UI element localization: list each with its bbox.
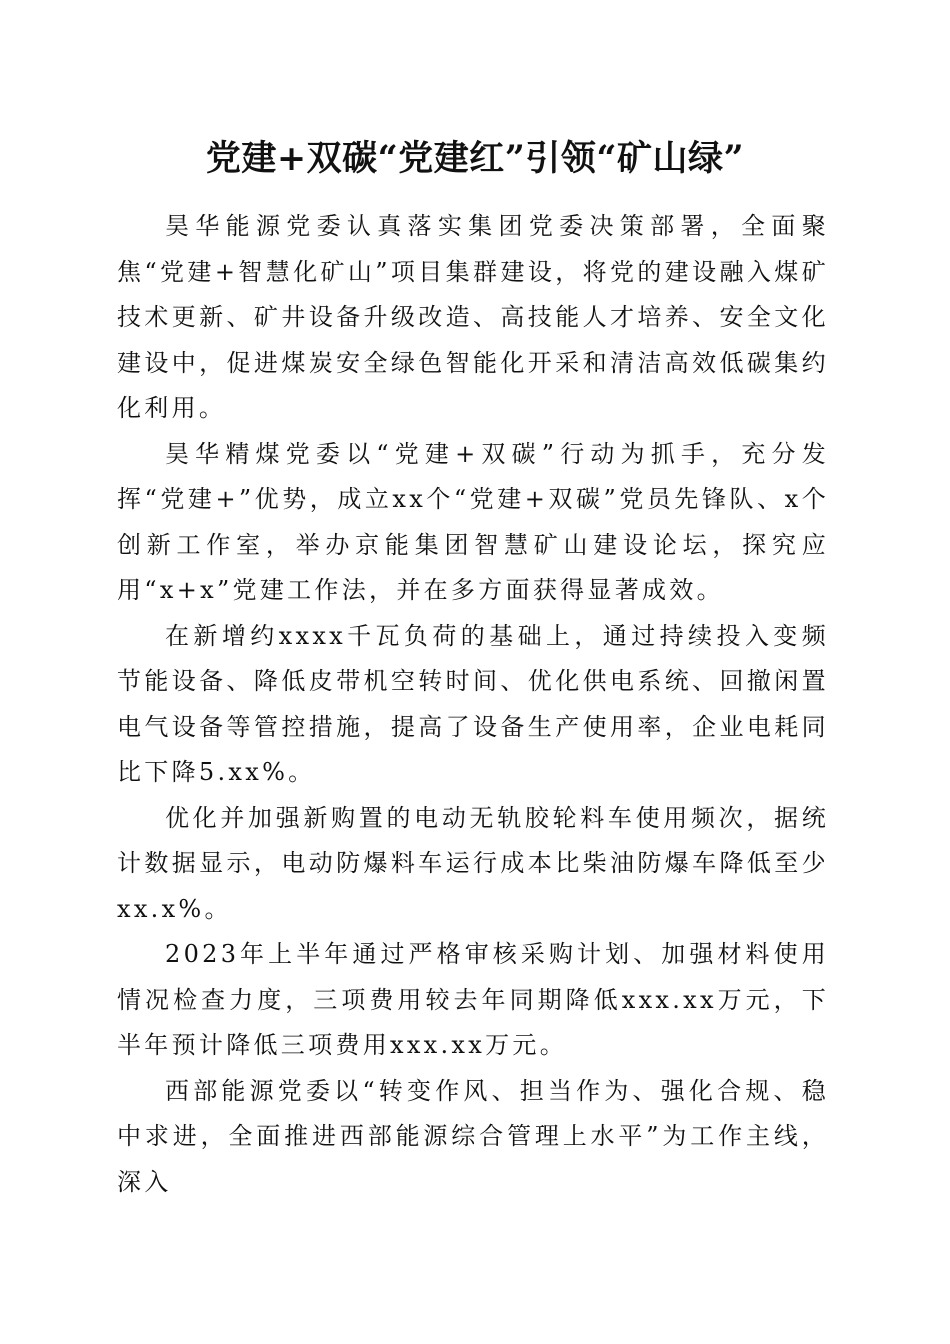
paragraph-4: 优化并加强新购置的电动无轨胶轮料车使用频次，据统计数据显示，电动防爆料车运行成本比柴油防爆车降低至少xx.x%。 bbox=[117, 803, 829, 923]
paragraph-2: 昊华精煤党委以“党建+双碳”行动为抓手，充分发挥“党建+”优势，成立xx个“党建+双碳”党员先锋队、x个创新工作室，举办京能集团智慧矿山建设论坛，探究应用“x+x”党建工作法，并在多方面获得显著成效。 bbox=[117, 439, 829, 604]
paragraph-1: 昊华能源党委认真落实集团党委决策部署，全面聚焦“党建+智慧化矿山”项目集群建设，将党的建设融入煤矿技术更新、矿井设备升级改造、高技能人才培养、安全文化建设中，促进煤炭安全绿色智能化开采和清洁高效低碳集约化利用。 bbox=[117, 212, 829, 422]
document-body bbox=[117, 204, 829, 1205]
paragraph-5: 2023年上半年通过严格审核采购计划、加强材料使用情况检查力度，三项费用较去年同期降低xxx.xx万元，下半年预计降低三项费用xxx.xx万元。 bbox=[117, 940, 829, 1059]
paragraph-6: 西部能源党委以“转变作风、担当作为、强化合规、稳中求进，全面推进西部能源综合管理上水平”为工作主线，深入 bbox=[117, 1076, 829, 1196]
paragraph-3: 在新增约xxxx千瓦负荷的基础上，通过持续投入变频节能设备、降低皮带机空转时间、优化供电系统、回撤闲置电气设备等管控措施，提高了设备生产使用率，企业电耗同比下降5.xx%。 bbox=[117, 621, 829, 786]
document-title: 党建+双碳“党建红”引领“矿山绿” bbox=[205, 138, 745, 179]
